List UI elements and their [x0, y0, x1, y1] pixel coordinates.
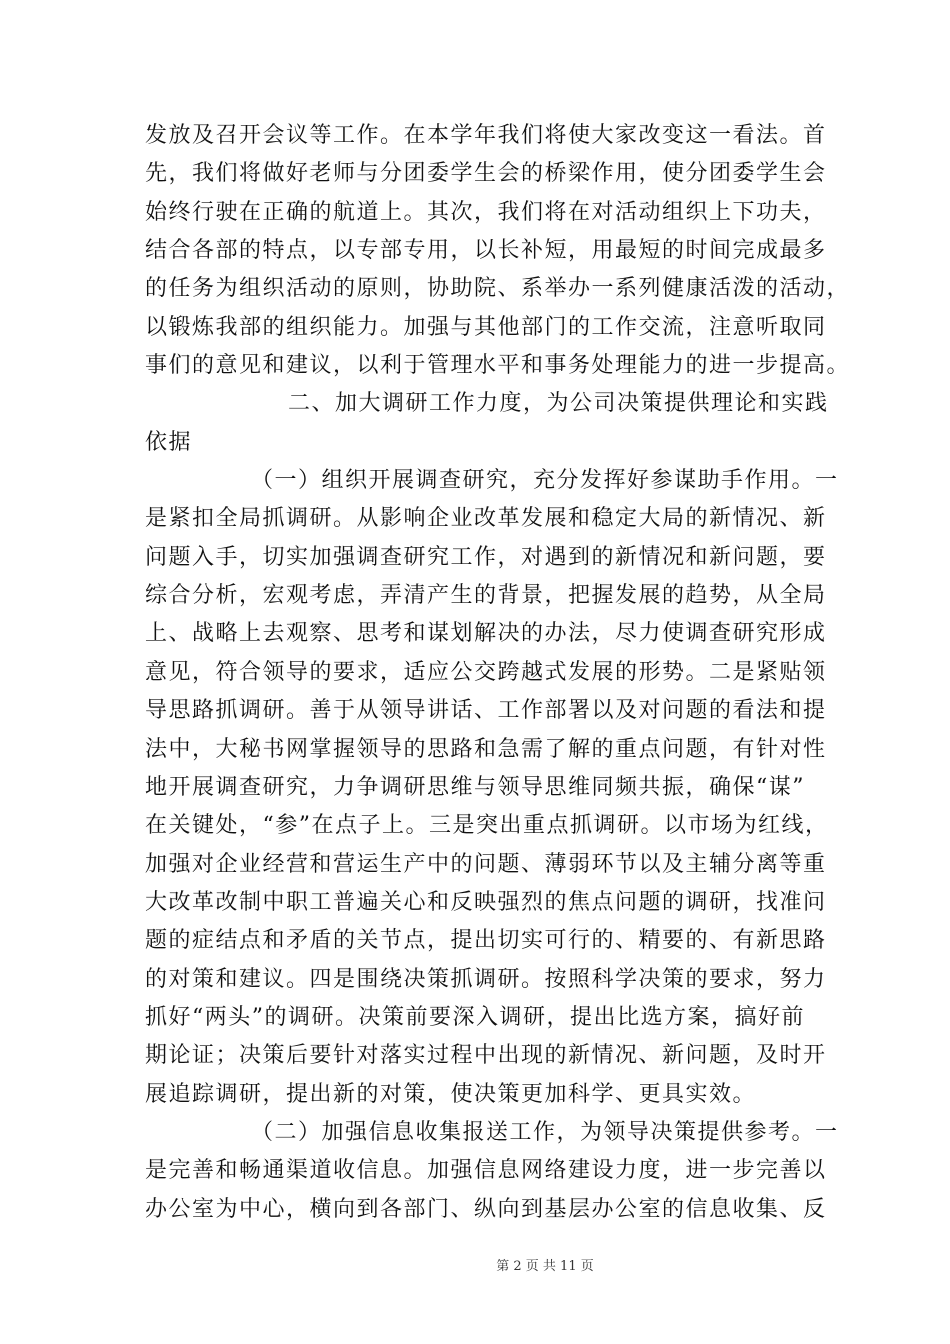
document-body — [145, 117, 851, 1229]
text-line: 加强对企业经营和营运生产中的问题、薄弱环节以及主辅分离等重 — [145, 851, 827, 877]
text-line: 大改革改制中职工普遍关心和反映强烈的焦点问题的调研，找准问 — [145, 889, 827, 915]
subsection-heading: （一）组织开展调查研究，充分发挥好参谋助手作用。一 — [251, 468, 839, 494]
text-line: 问题入手，切实加强调查研究工作，对遇到的新情况和新问题，要 — [145, 544, 827, 570]
text-line: 发放及召开会议等工作。在本学年我们将使大家改变这一看法。首 — [145, 123, 827, 148]
text-line: 以锻炼我部的组织能力。加强与其他部门的工作交流，注意听取同 — [145, 314, 827, 340]
section-heading-continuation: 依据 — [145, 429, 193, 455]
text-line: 的任务为组织活动的原则，协助院、系举办一系列健康活泼的活动， — [145, 276, 851, 302]
text-line: 法中，大秘书网掌握领导的思路和急需了解的重点问题，有针对性 — [145, 736, 827, 762]
text-line: 题的症结点和矛盾的关节点，提出切实可行的、精要的、有新思路 — [145, 928, 827, 954]
text-line: 是完善和畅通渠道收信息。加强信息网络建设力度，进一步完善以 — [145, 1158, 827, 1184]
text-line: 上、战略上去观察、思考和谋划解决的办法，尽力使调查研究形成 — [145, 621, 827, 647]
subsection-heading: （二）加强信息收集报送工作，为领导决策提供参考。一 — [251, 1119, 839, 1145]
text-line: 意见，符合领导的要求，适应公交跨越式发展的形势。二是紧贴领 — [145, 659, 827, 685]
text-line: 始终行驶在正确的航道上。其次，我们将在对活动组织上下功夫， — [145, 199, 827, 225]
text-line: 先，我们将做好老师与分团委学生会的桥梁作用，使分团委学生会 — [145, 161, 827, 187]
text-line: 办公室为中心，横向到各部门、纵向到基层办公室的信息收集、反 — [145, 1196, 827, 1222]
text-line: 期论证；决策后要针对落实过程中出现的新情况、新问题，及时开 — [145, 1043, 827, 1069]
page-number-footer: 第 2 页 共 11 页 — [496, 1259, 594, 1274]
text-line: 是紧扣全局抓调研。从影响企业改革发展和稳定大局的新情况、新 — [145, 506, 827, 532]
text-line: 综合分析，宏观考虑，弄清产生的背景，把握发展的趋势，从全局 — [145, 583, 827, 609]
section-heading: 二、加大调研工作力度，为公司决策提供理论和实践 — [288, 391, 829, 417]
text-line: 展追踪调研，提出新的对策，使决策更加科学、更具实效。 — [145, 1081, 757, 1107]
text-line: 导思路抓调研。善于从领导讲话、工作部署以及对问题的看法和提 — [145, 698, 827, 724]
text-line: 结合各部的特点，以专部专用，以长补短，用最短的时间完成最多 — [145, 238, 827, 264]
text-line: 在关键处，“参”在点子上。三是突出重点抓调研。以市场为红线， — [145, 813, 829, 839]
text-line: 事们的意见和建议，以利于管理水平和事务处理能力的进一步提高。 — [145, 353, 851, 379]
text-line: 的对策和建议。四是围绕决策抓调研。按照科学决策的要求，努力 — [145, 966, 827, 992]
text-line: 抓好“两头”的调研。决策前要深入调研，提出比选方案，搞好前 — [145, 1004, 805, 1030]
text-line: 地开展调查研究，力争调研思维与领导思维同频共振，确保“谋” — [145, 774, 805, 800]
